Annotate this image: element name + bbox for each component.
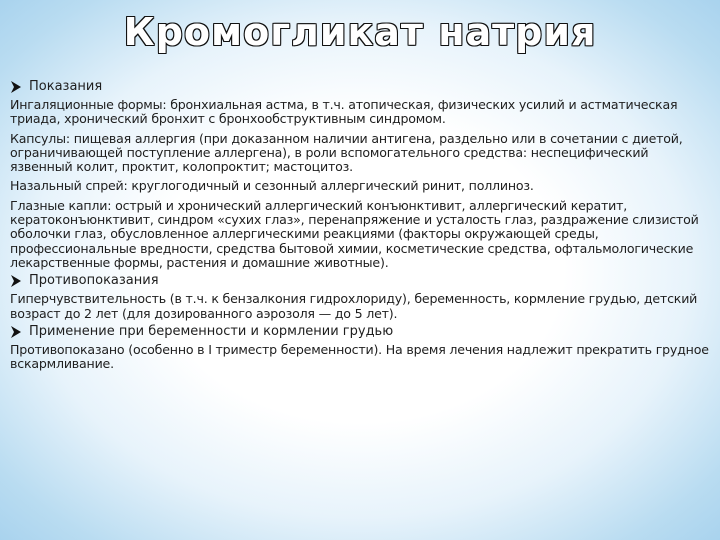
page-title: Кромогликат натрия [123,10,597,54]
paragraph-eye-drops: Глазные капли: острый и хронический аллергический конъюнктивит, аллергический кератит, кератоконъюнктивит, синдром «сухих глаз», перенапряжение и усталость глаз, раздражение слизистой оболочки глаз, обусловленное аллергическими реакциями (факторы окружающей среды, профессиональные вредности, средства бытовой химии, косметические средства, офтальмологические лекарственные формы, растения и домашние животные). [10,197,699,270]
arrow-bullet-icon [10,80,22,94]
paragraph-contraindications: Гиперчувствительность (в т.ч. к бензалкония гидрохлориду), беременность, кормление грудью, детский возраст до 2 лет (для дозированного аэрозоля — до 5 лет). [10,291,698,321]
paragraph-inhalation: Ингаляционные формы: бронхиальная астма, в т.ч. атопическая, физических усилий и астматическая триада, хронический бронхит с бронхообструктивным синдромом. [10,97,678,127]
heading-label: Противопоказания [29,273,159,289]
heading-label: Показания [29,79,103,94]
content-body [10,78,714,376]
heading-label: Применение при беременности и кормлении грудью [29,323,394,339]
arrow-bullet-icon [10,274,22,288]
arrow-bullet-icon [10,325,22,339]
paragraph-nasal-spray: Назальный спрей: круглогодичный и сезонный аллергический ринит, поллиноз. [10,178,534,194]
paragraph-capsules: Капсулы: пищевая аллергия (при доказанном наличии антигена, раздельно или в сочетании с диетой, ограничивающей поступление аллергена), в роли вспомогательного средства: неспецифический язвенный колит, проктит, колопроктит; мастоцитоз. [10,130,683,175]
section-heading-indications [10,78,714,96]
section-heading-contraindications [10,272,714,290]
paragraph-pregnancy: Противопоказано (особенно в I триместр беременности). На время лечения надлежит прекратить грудное вскармливание. [10,341,709,372]
section-heading-pregnancy [10,323,714,341]
